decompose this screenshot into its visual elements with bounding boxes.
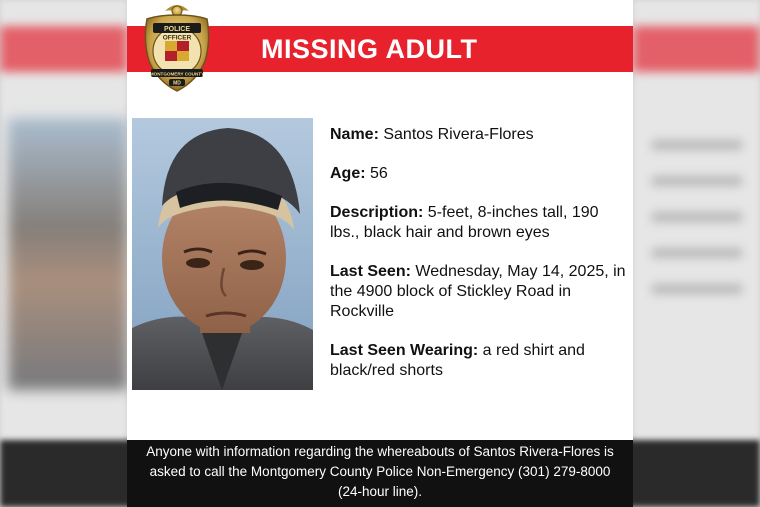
last-seen-value: Wednesday, May 14, 2025, in the 4900 block of Stickley Road in Rockville [330, 263, 626, 320]
person-details [330, 125, 630, 400]
background-band-left [0, 26, 127, 72]
last-seen-row [330, 262, 630, 322]
name-value: Santos Rivera-Flores [383, 126, 534, 143]
last-seen-wearing-value: a red shirt and black/red shorts [330, 342, 585, 379]
blur-line [652, 176, 742, 186]
svg-text:POLICE: POLICE [163, 26, 191, 33]
background-photo-blur [8, 118, 128, 390]
blur-line [652, 140, 742, 150]
age-label: Age: [330, 165, 366, 182]
blur-line [652, 284, 742, 294]
svg-text:MD: MD [173, 80, 181, 87]
blur-line [652, 248, 742, 258]
contact-footer: Anyone with information regarding the whereabouts of Santos Rivera-Flores is asked to call the Montgomery County Police Non-Emergency (301) 279-8000 (24-hour line). [127, 440, 633, 507]
name-label: Name: [330, 126, 379, 143]
background-band-right [633, 26, 760, 72]
missing-person-photo [132, 118, 313, 390]
flyer-title: MISSING ADULT [261, 34, 478, 64]
background-text-blur [652, 140, 742, 320]
age-value: 56 [370, 165, 388, 182]
background-left [0, 0, 127, 507]
age-row [330, 164, 630, 184]
missing-person-flyer [127, 0, 633, 507]
svg-text:OFFICER: OFFICER [162, 34, 192, 42]
blur-line [652, 212, 742, 222]
background-right [633, 0, 760, 507]
last-seen-wearing-label: Last Seen Wearing: [330, 342, 479, 359]
name-row [330, 125, 630, 145]
description-label: Description: [330, 204, 424, 221]
svg-text:MONTGOMERY COUNTY: MONTGOMERY COUNTY [149, 71, 205, 77]
last-seen-label: Last Seen: [330, 263, 411, 280]
description-row [330, 203, 630, 243]
description-value: 5-feet, 8-inches tall, 190 lbs., black hair and brown eyes [330, 204, 599, 241]
police-badge-icon [139, 1, 215, 95]
last-seen-wearing-row [330, 341, 630, 381]
